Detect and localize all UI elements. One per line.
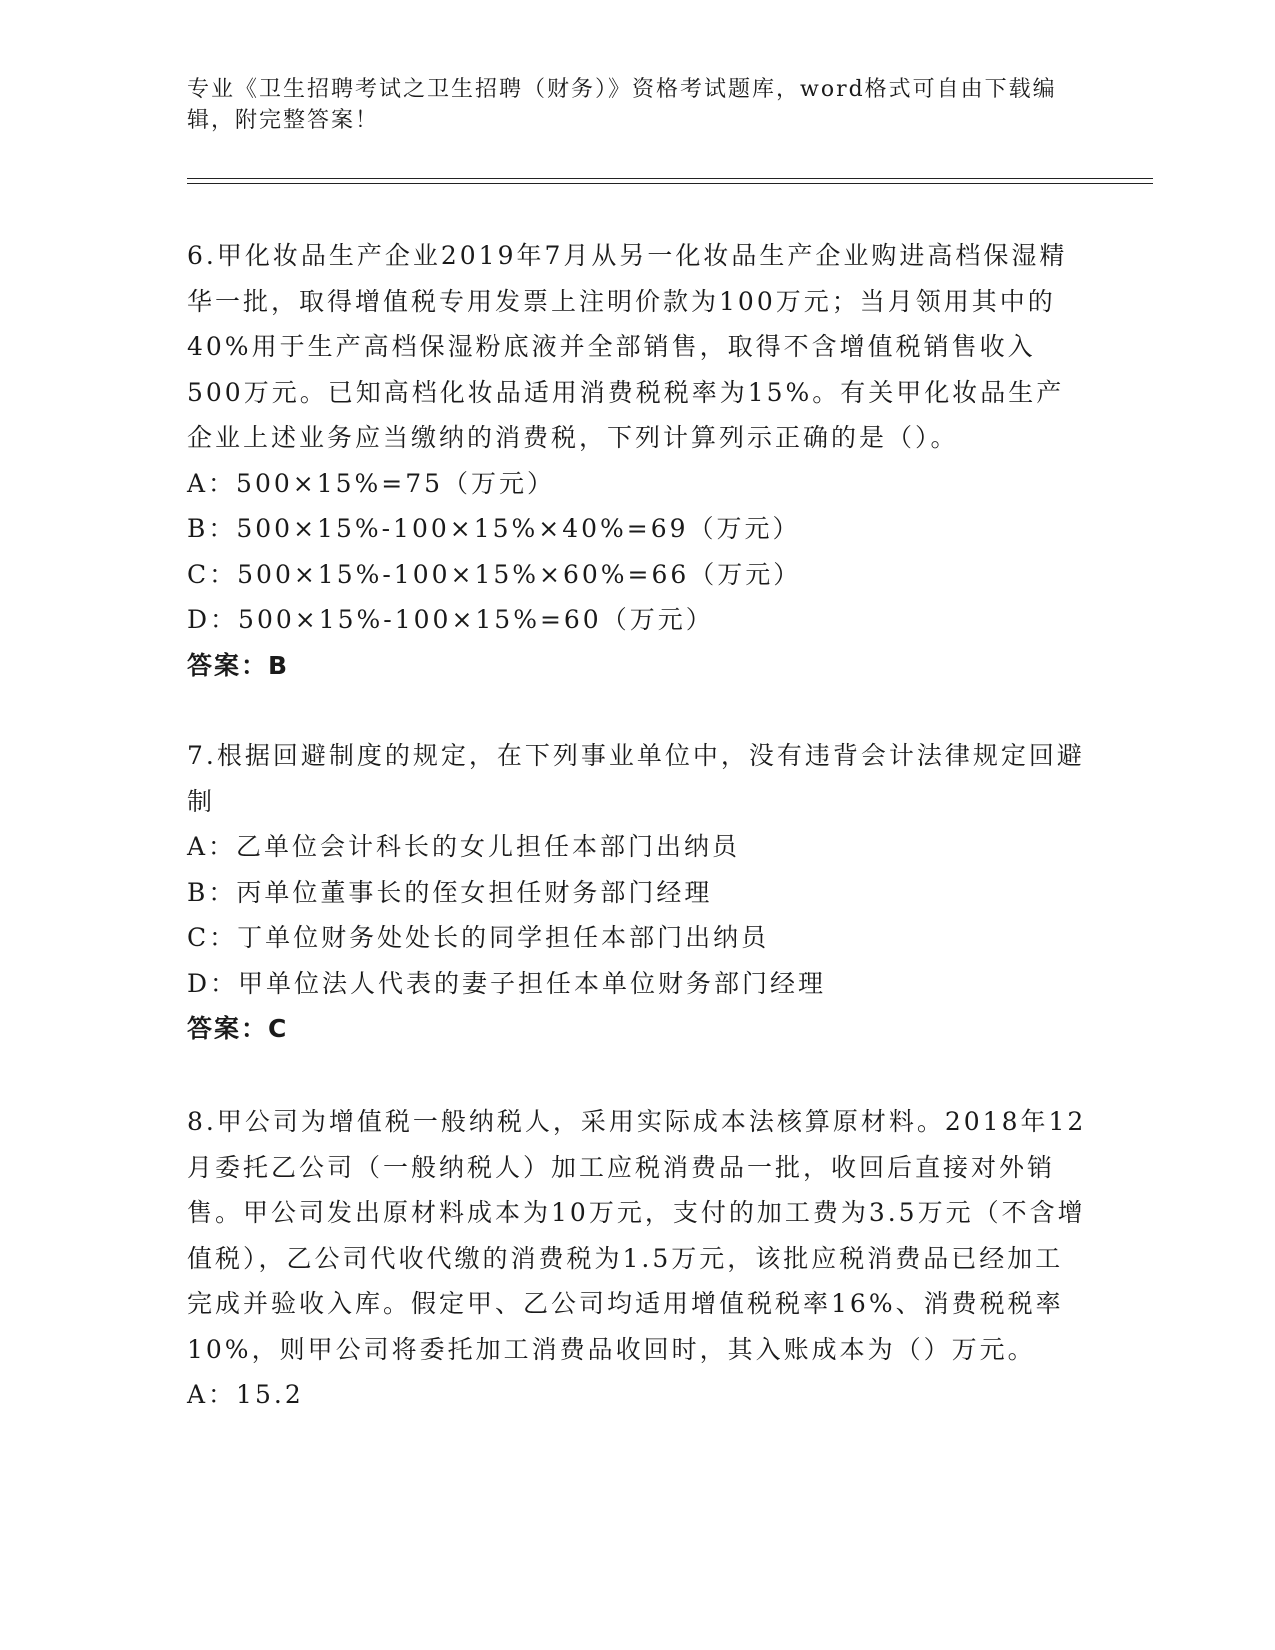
option-d: D：甲单位法人代表的妻子担任本单位财务部门经理 <box>187 968 827 998</box>
answer-label: 答案：B <box>187 650 290 680</box>
document-header: 专业《卫生招聘考试之卫生招聘（财务）》资格考试题库，word格式可自由下载编辑，附完整答案！ <box>187 77 1057 133</box>
option-b: B：500×15%-100×15%×40%=69（万元） <box>187 514 801 543</box>
question-7 <box>187 733 1087 1052</box>
question-stem: 6.甲化妆品生产企业2019年7月从另一化妆品生产企业购进高档保湿精华一批，取得增值税专用发票上注明价款为100万元；当月领用其中的40%用于生产高档保湿粉底液并全部销售，取得不含增值税销售收入500万元。已知高档化妆品适用消费税税率为15%。有关甲化妆品生产企业上述业务应当缴纳的消费税，下列计算列示正确的是（）。 <box>187 241 1068 452</box>
option-d: D：500×15%-100×15%=60（万元） <box>187 605 714 634</box>
option-a: A：15.2 <box>187 1380 304 1409</box>
question-8 <box>187 1099 1087 1418</box>
question-stem: 7.根据回避制度的规定，在下列事业单位中，没有违背会计法律规定回避制 <box>187 741 1085 816</box>
option-c: C：丁单位财务处处长的同学担任本部门出纳员 <box>187 923 770 952</box>
option-a: A：500×15%=75（万元） <box>187 468 556 498</box>
answer-label: 答案：C <box>187 1014 289 1043</box>
header-divider-bottom <box>187 183 1153 184</box>
question-stem: 8.甲公司为增值税一般纳税人，采用实际成本法核算原材料。2018年12月委托乙公司（一般纳税人）加工应税消费品一批，收回后直接对外销售。甲公司发出原材料成本为10万元，支付的加工费为3.5万元（不含增值税），乙公司代收代缴的消费税为1.5万元，该批应税消费品已经加工完成并验收入库。假定甲、乙公司均适用增值税税率16%、消费税税率10%，则甲公司将委托加工消费品收回时，其入账成本为（）万元。 <box>187 1107 1087 1364</box>
question-6 <box>187 233 1087 688</box>
option-b: B：丙单位董事长的侄女担任财务部门经理 <box>187 877 713 907</box>
option-c: C：500×15%-100×15%×60%=66（万元） <box>187 559 802 589</box>
header-divider-top <box>187 178 1153 179</box>
option-a: A：乙单位会计科长的女儿担任本部门出纳员 <box>187 832 741 861</box>
